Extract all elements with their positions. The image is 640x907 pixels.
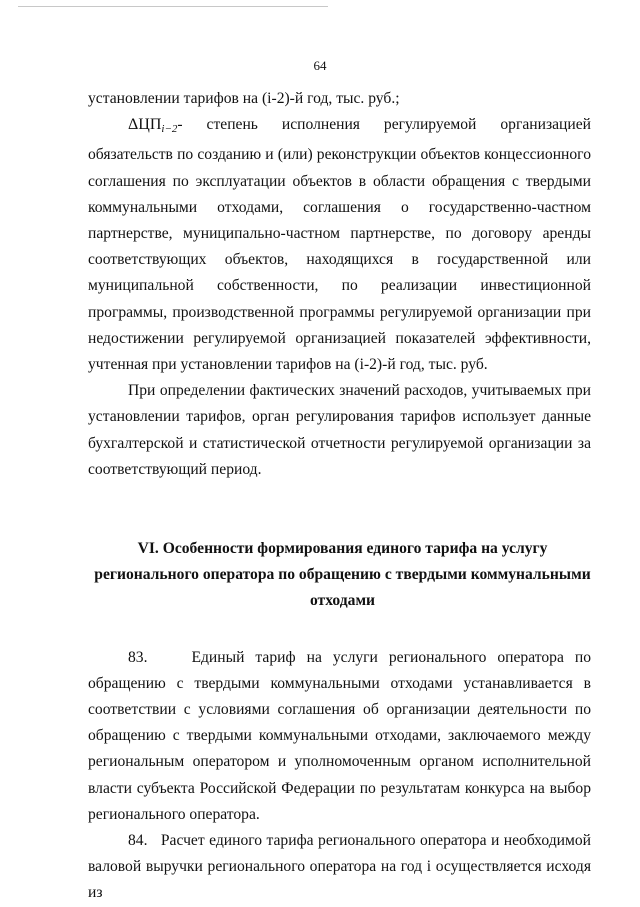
scan-edge-line bbox=[18, 6, 328, 7]
clause-number: 84. bbox=[128, 832, 148, 850]
section-heading-line: регионального оператора по обращению с твердыми коммунальными bbox=[94, 566, 591, 584]
section-heading-line: VI. Особенности формирования единого тарифа на услугу bbox=[137, 540, 548, 558]
paragraph-delta-definition bbox=[88, 112, 591, 378]
clause-84 bbox=[88, 828, 591, 907]
section-heading bbox=[88, 536, 591, 615]
clause-83 bbox=[88, 645, 591, 828]
paragraph-continuation: установлении тарифов на (i-2)-й год, тыс. руб.; bbox=[88, 90, 400, 107]
clause-text: Единый тариф на услуги регионального оператора по обращению с твердыми коммунальными отходами устанавливается в соответствии с условиями соглашения об организации деятельности по обращению с твердыми коммунальными отходами, заключаемого между региональным оператором и уполномоченным органом исполнительной власти субъекта Российской Федерации по результатам конкурса на выбор регионального оператора. bbox=[88, 648, 592, 823]
formula-subscript: i−2 bbox=[161, 123, 178, 136]
formula-symbol: ΔЦП bbox=[128, 116, 162, 134]
document-body bbox=[88, 86, 591, 907]
page-number: 64 bbox=[313, 58, 327, 73]
definition-text: - степень исполнения регулируемой организацией обязательств по созданию и (или) реконструкции объектов концессионного соглашения по эксплуатации объектов в области обращения с твердыми коммунальными отходами, соглашения о государственно-частном партнерстве, муниципально-частном партнерстве, по договору аренды соответствующих объектов, находящихся в государственной или муниципальной собственности, по реализации инвестиционной программы, производственной программы регулируемой организации при недостижении регулируемой организацией показателей эффективности, учтенная при установлении тарифов на (i-2)-й год, тыс. руб. bbox=[88, 116, 591, 374]
clause-number: 83. bbox=[128, 648, 148, 666]
paragraph-actual-values: При определении фактических значений расходов, учитываемых при установлении тарифов, орган регулирования тарифов использует данные бухгалтерской и статистической отчетности регулируемой организации за соответствующий период. bbox=[88, 382, 591, 478]
clause-text: Расчет единого тарифа регионального оператора и необходимой валовой выручки регионального оператора на год i осуществляется исходя из bbox=[88, 832, 592, 902]
section-heading-line: отходами bbox=[309, 592, 376, 610]
